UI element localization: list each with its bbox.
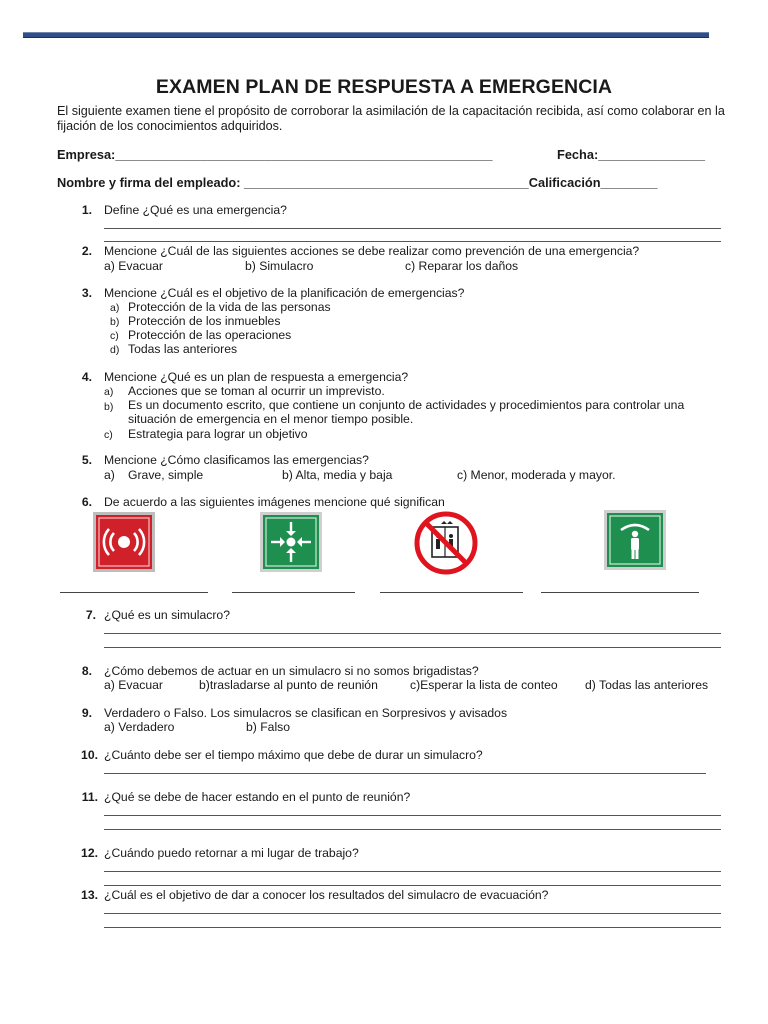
answer-line[interactable] [104,829,721,830]
answer-line[interactable] [104,815,721,816]
question-text: Define ¿Qué es una emergencia? [104,203,287,217]
option-c[interactable]: c) Reparar los daños [405,259,519,273]
option-a[interactable]: a) Evacuar [104,259,163,273]
question-number: 7. [85,608,96,622]
question-number: 5. [81,453,92,467]
emergency-exit-person-icon [604,510,666,570]
answer-line[interactable] [104,885,721,886]
option-label: a) [104,468,115,482]
answer-line[interactable] [104,647,721,648]
option-a[interactable]: a) Verdadero [104,720,175,734]
question-text: ¿Qué se debe de hacer estando en el punto de reunión? [104,790,411,804]
option-label: c) [110,330,119,342]
question-text: Mencione ¿Cuál es el objetivo de la planificación de emergencias? [104,286,465,300]
question-number: 12. [81,846,98,860]
question-number: 1. [81,203,92,217]
option-label: b) [104,401,114,413]
option-b[interactable]: b) Falso [246,720,291,734]
answer-line[interactable] [104,773,706,774]
question-text: Mencione ¿Qué es un plan de respuesta a emergencia? [104,370,409,384]
page-title: EXAMEN PLAN DE RESPUESTA A EMERGENCIA [155,76,613,98]
sign-answer-line-4[interactable] [541,592,699,593]
question-number: 4. [81,370,92,384]
option-label: d) [110,344,120,356]
question-text: ¿Cuánto debe ser el tiempo máximo que debe de durar un simulacro? [104,748,483,762]
option-label: a) [110,302,120,314]
question-text: Mencione ¿Cómo clasificamos las emergencias? [104,453,369,467]
answer-line[interactable] [104,241,721,242]
option-label: b) [110,316,120,328]
question-number: 13. [81,888,98,902]
meeting-point-icon [260,512,322,572]
option-d[interactable]: d) Todas las anteriores [585,678,709,692]
option-c[interactable]: c) Menor, moderada y mayor. [457,468,616,482]
question-text: ¿Cuál es el objetivo de dar a conocer los resultados del simulacro de evacuación? [104,888,549,902]
intro-paragraph: El siguiente examen tiene el propósito de corroborar la asimilación de la capacitación recibida, así como colaborar en la fijación de los conocimientos adquiridos. [57,104,725,133]
question-number: 6. [81,495,92,509]
option-b[interactable]: Protección de los inmuebles [128,314,281,328]
answer-line[interactable] [104,633,721,634]
question-text: Mencione ¿Cuál de las siguientes acciones se debe realizar como prevención de una emergencia? [104,244,640,258]
option-a[interactable]: Grave, simple [128,468,204,482]
answer-line[interactable] [104,871,721,872]
sign-answer-line-1[interactable] [60,592,208,593]
option-d[interactable]: Todas las anteriores [128,342,238,356]
option-c[interactable]: Estrategia para lograr un objetivo [128,427,308,441]
option-a[interactable]: Protección de la vida de las personas [128,300,331,314]
answer-line[interactable] [104,228,721,229]
option-b[interactable]: b) Simulacro [245,259,314,273]
question-number: 3. [81,286,92,300]
answer-line[interactable] [104,927,721,928]
fire-alarm-icon [93,512,155,572]
question-text: De acuerdo a las siguientes imágenes mencione qué significan [104,495,445,509]
option-b[interactable]: b) Alta, media y baja [282,468,393,482]
question-number: 2. [81,244,92,258]
option-a[interactable]: a) Evacuar [104,678,163,692]
option-b[interactable]: b)trasladarse al punto de reunión [199,678,378,692]
question-number: 9. [81,706,92,720]
sign-answer-line-2[interactable] [232,592,355,593]
question-text: ¿Qué es un simulacro? [104,608,230,622]
empresa-field[interactable]: Empresa:_____________________________________________________ [57,147,493,162]
fecha-field[interactable]: Fecha:_______________ [557,147,706,162]
option-c[interactable]: c)Esperar la lista de conteo [410,678,558,692]
question-number: 11. [81,790,98,804]
question-text: Verdadero o Falso. Los simulacros se clasifican en Sorpresivos y avisados [104,706,508,720]
no-elevator-icon [414,511,478,575]
option-a[interactable]: Acciones que se toman al ocurrir un imprevisto. [128,384,385,398]
nombre-calificacion-field[interactable]: Nombre y firma del empleado: ________________________________________Calificación________ [57,175,658,190]
question-number: 10. [81,748,98,762]
option-label: c) [104,429,113,441]
option-label: a) [104,386,114,398]
answer-line[interactable] [104,913,721,914]
question-text: ¿Cuándo puedo retornar a mi lugar de trabajo? [104,846,359,860]
question-text: ¿Cómo debemos de actuar en un simulacro si no somos brigadistas? [104,664,479,678]
header-divider-bar [23,32,709,38]
question-number: 8. [81,664,92,678]
option-c[interactable]: Protección de las operaciones [128,328,292,342]
option-b[interactable]: Es un documento escrito, que contiene un conjunto de actividades y procedimientos para controlar una situación de emergencia en el menor tiempo posible. [128,398,685,426]
sign-answer-line-3[interactable] [380,592,523,593]
